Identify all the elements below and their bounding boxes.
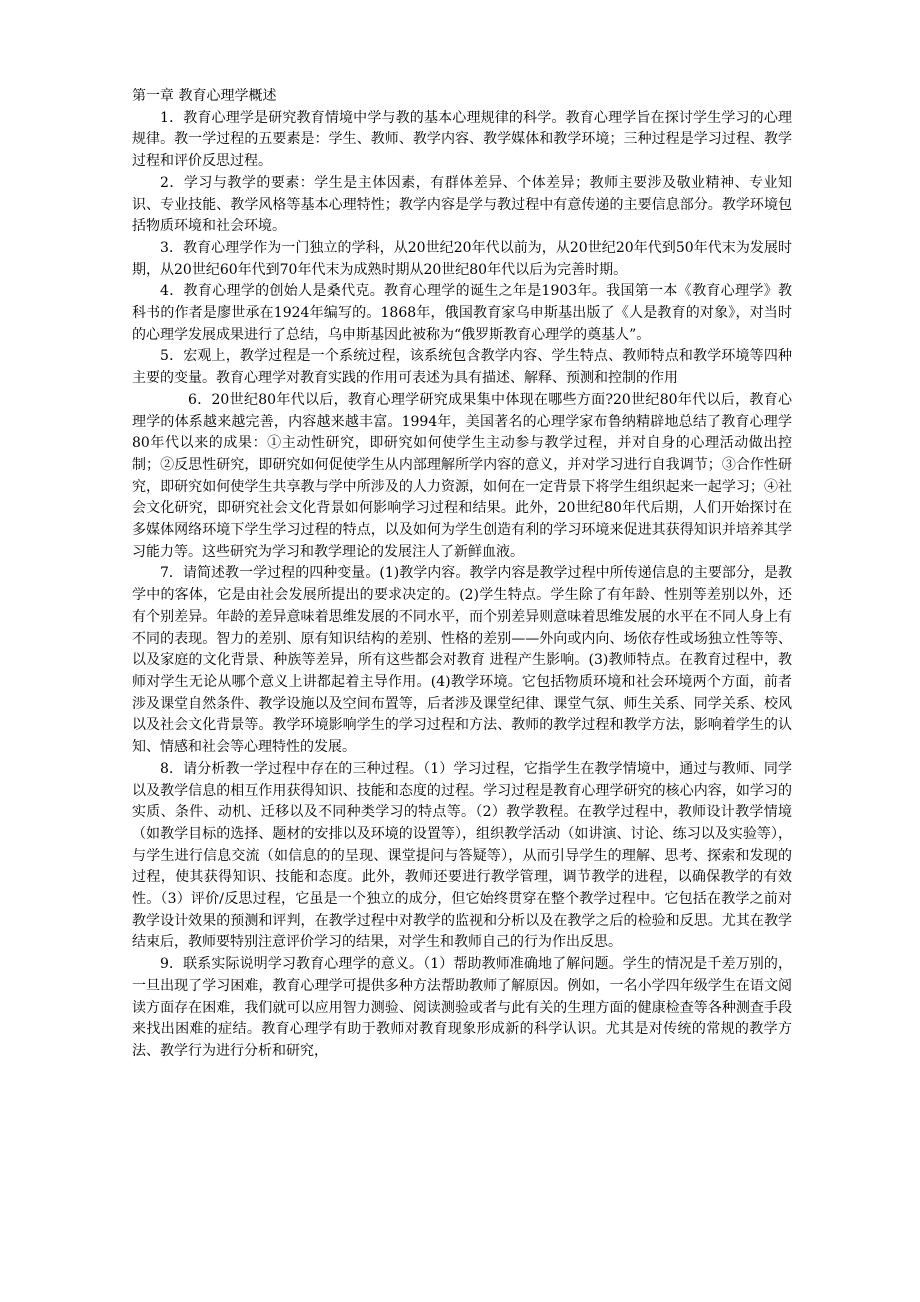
paragraph-9: 9．联系实际说明学习教育心理学的意义。（1）帮助教师准确地了解问题。学生的情况是千差万别的，一旦出现了学习困难，教育心理学可提供多种方法帮助教师了解原因。例如，一名小学四年级学生在语文阅读方面存在困难，我们就可以应用智力测验、阅读测验或者与此有关的生理方面的健康检查等各种测查手段来找出困难的症结。教育心理学有助于教师对教育现象形成新的科学认识。尤其是对传统的常规的教学方法、教学行为进行分析和研究， — [132, 956, 792, 1059]
paragraph-3: 3．教育心理学作为一门独立的学科，从20世纪20年代以前为，从20世纪20年代到50年代末为发展时期，从20世纪60年代到70年代末为成熟时期从20世纪80年代以后为完善时期。 — [132, 239, 792, 278]
paragraph-6: 6．20世纪80年代以后，教育心理学研究成果集中体现在哪些方面?20世纪80年代以后，教育心理学的体系越来越完善，内容越来越丰富。1994年，美国著名的心理学家布鲁纳精辟地总结了教育心理学80年代以来的成果：①主动性研究，即研究如何使学生主动参与教学过程，并对自身的心理活动做出控制；②反思性研究，即研究如何促使学生从内部理解所学内容的意义，并对学习进行自我调节；③合作性研究，即研究如何使学生共享教与学中所涉及的人力资源，如何在一定背景下将学生组织起来一起学习；④社会文化研究，即研究社会文化背景如何影响学习过程和结果。此外，20世纪80年代后期，人们开始探讨在多媒体网络环境下学生学习过程的特点，以及如何为学生创造有利的学习环境来促进其获得知识并培养其学习能力等。这些研究为学习和教学理论的发展注人了新鲜血液。 — [132, 391, 792, 560]
paragraph-7: 7．请简述教一学过程的四种变量。(1)教学内容。教学内容是教学过程中所传递信息的主要部分，是教学中的客体，它是由社会发展所提出的要求决定的。(2)学生特点。学生除了有年龄、性别等差别以外，还有个别差异。年龄的差异意味着思维发展的不同水平，而个别差异则意味着思维发展的水平在不同人身上有 不同的表现。智力的差别、原有知识结构的差别、性格的差别——外向或内向、场依存性或场独立性等等、以及家庭的文化背景、种族等差异，所有这些都会对教育 进程产生影响。(3)教师特点。在教育过程中，教师对学生无论从哪个意义上讲都起着主导作用。(4)教学环境。它包括物质环境和社会环境两个方面，前者涉及课堂自然条件、教学设施以及空间布置等，后者涉及课堂纪律、课堂气氛、师生关系、同学关系、校风以及社会文化背景等。教学环境影响学生的学习过程和方法、教师的教学过程和教学方法，影响着学生的认知、情感和社会等心理特性的发展。 — [132, 565, 792, 756]
paragraph-1: 1．教育心理学是研究教育情境中学与教的基本心理规律的科学。教育心理学旨在探讨学生学习的心理规律。教一学过程的五要素是：学生、教师、教学内容、教学媒体和教学环境；三种过程是学习过程、教学过程和评价反思过程。 — [132, 109, 792, 170]
paragraph-5: 5．宏观上，教学过程是一个系统过程，该系统包含教学内容、学生特点、教师特点和教学环境等四种主要的变量。教育心理学对教育实践的作用可表述为具有描述、解释、预测和控制的作用 — [132, 348, 792, 387]
paragraph-4: 4．教育心理学的创始人是桑代克。教育心理学的诞生之年是1903年。我国第一本《教育心理学》教科书的作者是廖世承在1924年编写的。1868年，俄国教育家乌申斯基出版了《人是教育的对象》，对当时的心理学发展成果进行了总结，乌申斯基因此被称为“俄罗斯教育心理学的奠基人”。 — [132, 283, 792, 343]
paragraph-2: 2．学习与教学的要素：学生是主体因素，有群体差异、个体差异；教师主要涉及敬业精神、专业知识、专业技能、教学风格等基本心理特性；教学内容是学与教过程中有意传递的主要信息部分。教学环境包括物质环境和社会环境。 — [132, 174, 792, 235]
chapter-title: 第一章 教育心理学概述 — [132, 88, 277, 104]
document-body — [132, 86, 792, 1063]
paragraph-8: 8．请分析教一学过程中存在的三种过程。（1）学习过程，它指学生在教学情境中，通过与教师、同学以及教学信息的相互作用获得知识、技能和态度的过程。学习过程是教育心理学研究的核心内容，如学习的实质、条件、动机、迁移以及不同种类学习的特点等。（2）教学教程。在教学过程中，教师设计教学情境（如教学目标的选择、题材的安排以及环境的设置等），组织教学活动（如讲演、讨论、练习以及实验等），与学生进行信息交流（如信息的的呈现、课堂提问与答疑等），从而引导学生的理解、思考、探索和发现的过程，使其获得知识、技能和态度。此外，教师还要进行教学管理，调节教学的进程，以确保教学的有效性。（3）评价/反思过程，它虽是一个独立的成分，但它始终贯穿在整个教学过程中。它包括在教学之前对教学设计效果的预测和评判，在教学过程中对教学的监视和分析以及在教学之后的检验和反思。尤其在教学结束后，教师要特别注意评价学习的结果，对学生和教师自己的行为作出反思。 — [132, 760, 792, 951]
